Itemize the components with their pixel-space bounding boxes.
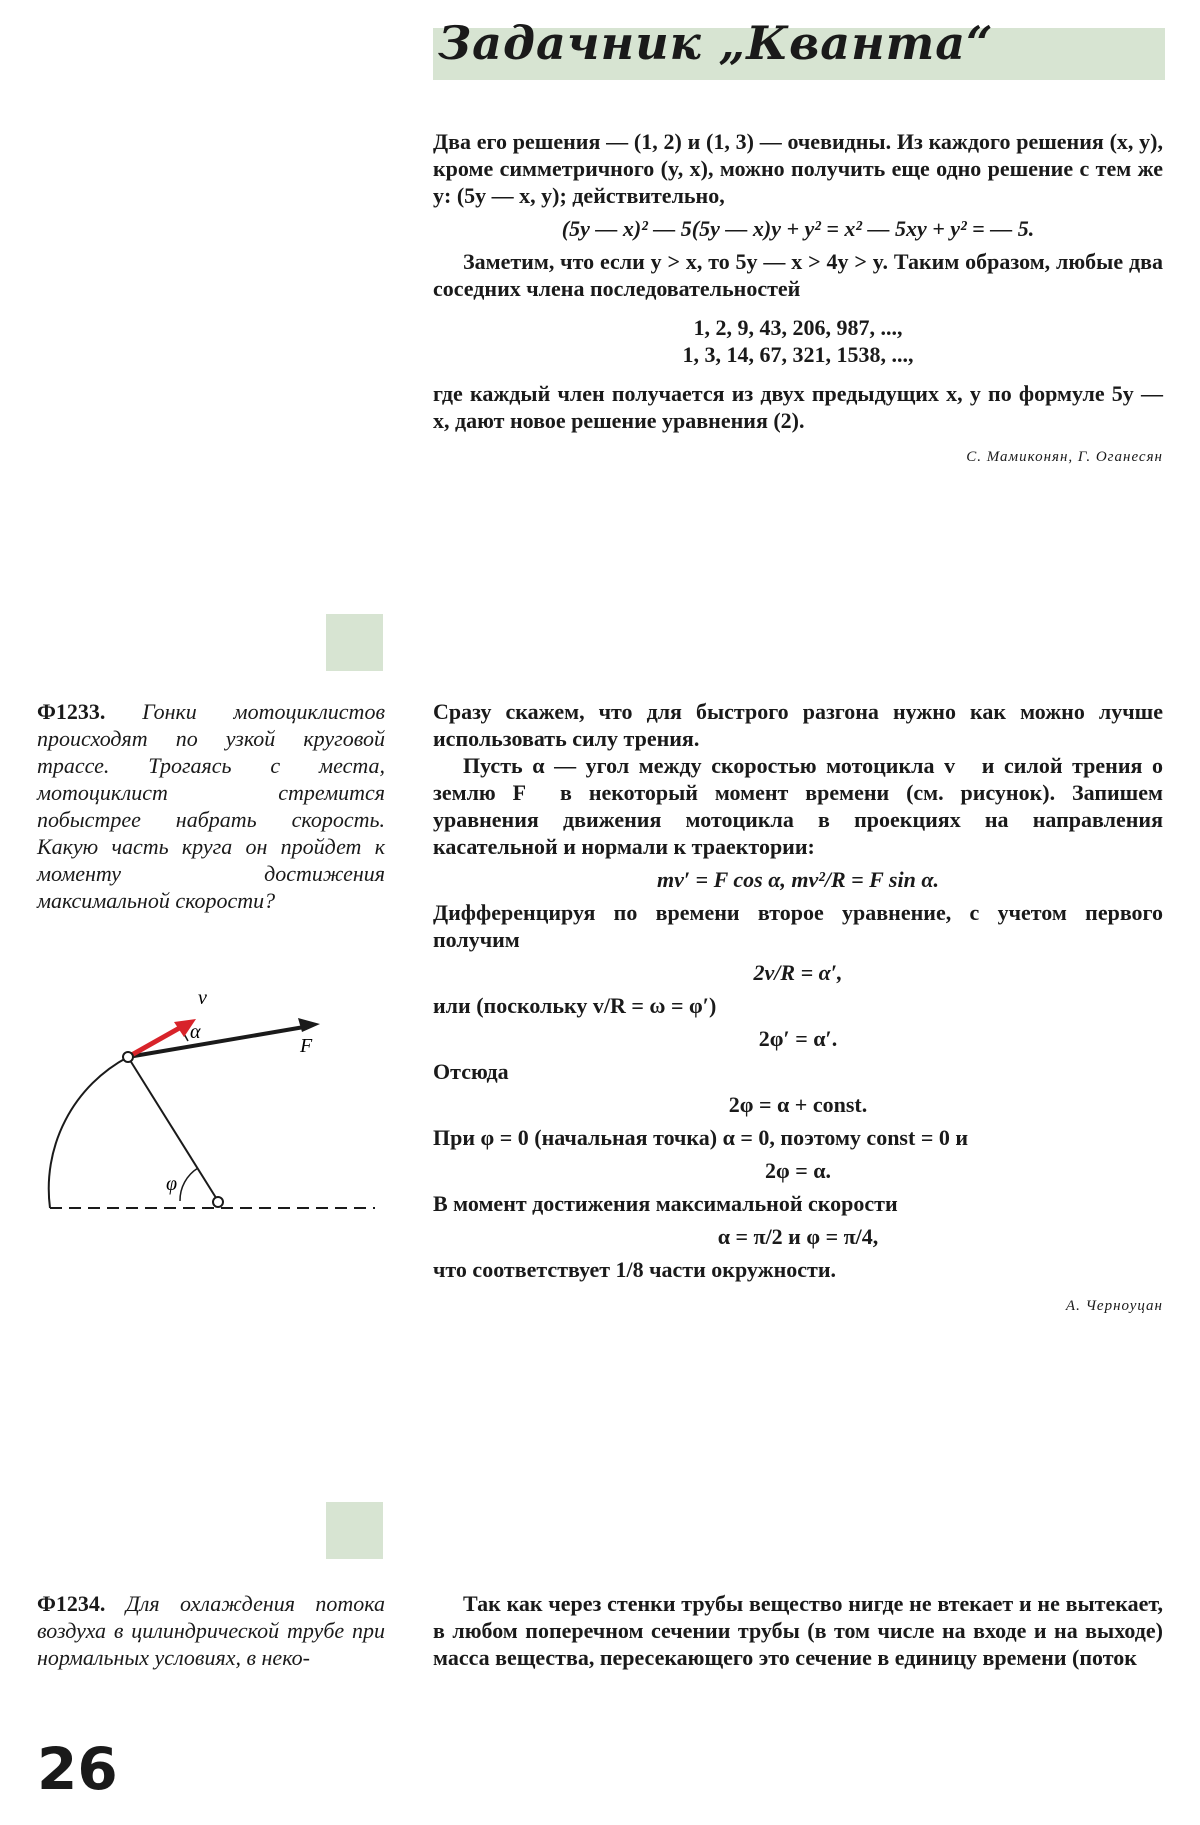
label-F: F: [300, 1035, 313, 1057]
solution-1233-equation-2: 2v/R = α′,: [753, 960, 843, 985]
section1-paragraph-2: Заметим, что если y > x, то 5y — x > 4y > y. Таким образом, любые два соседних члена последовательностей: [433, 249, 1163, 301]
section1-paragraph-3: где каждый член получается из двух предыдущих x, y по формуле 5y — x, дают новое решение уравнения (2).: [433, 381, 1163, 433]
problem-1234-solution: [433, 1590, 1163, 1671]
solution-1233-paragraph-8: что соответствует 1/8 части окружности.: [433, 1257, 836, 1282]
section1-text: [433, 128, 1163, 471]
section1-paragraph-1: Два его решения — (1, 2) и (1, 3) — очевидны. Из каждого решения (x, y), кроме симметричного (y, x), можно получить еще одно решение с тем же y: (5y — x, y); действительно,: [433, 129, 1163, 208]
solution-1233-equation-6: α = π/2 и φ = π/4,: [717, 1224, 879, 1249]
section-divider-square-2: [326, 1502, 383, 1559]
solution-1233-paragraph-3: Дифференцируя по времени второе уравнение, с учетом первого получим: [433, 900, 1163, 952]
label-alpha: α: [190, 1021, 201, 1043]
section1-equation-1: (5y — x)² — 5(5y — x)y + y² = x² — 5xy + y² = — 5.: [561, 216, 1035, 241]
solution-1233-equation-5: 2φ = α.: [764, 1158, 832, 1183]
phi-angle-arc: [180, 1168, 198, 1201]
problem-1233-text: Гонки мотоциклистов происходят по узкой круговой трассе. Трогаясь с места, мотоциклист стремится побыстрее набрать скорость. Какую часть круга он пройдет к моменту достижения максимальной скорости?: [37, 699, 385, 913]
solution-1233-paragraph-1: Сразу скажем, что для быстрого разгона нужно как можно лучше использовать силу трения.: [433, 699, 1163, 751]
solution-1233-paragraph-2: Пусть α — угол между скоростью мотоцикла v⃗ и силой трения о землю F⃗ в некоторый момент времени (см. рисунок). Запишем уравнения движения мотоцикла в проекциях на направления касательной и нормали к траектории:: [433, 753, 1163, 859]
force-arrow-head: [298, 1018, 320, 1032]
header-title: Задачник „Кванта“: [438, 16, 994, 70]
sequence-1: 1, 2, 9, 43, 206, 987, ...,: [693, 315, 903, 340]
problem-1234-number: Ф1234.: [37, 1591, 106, 1616]
solution-1233-paragraph-7: В момент достижения максимальной скорости: [433, 1191, 898, 1216]
circle-center-point: [213, 1197, 223, 1207]
motorcycle-track-figure: [30, 980, 380, 1220]
solution-1233-equation-4: 2φ = α + const.: [728, 1092, 868, 1117]
label-phi: φ: [166, 1173, 178, 1195]
section1-signature: С. Мамиконян, Г. Оганесян: [966, 449, 1163, 465]
problem-1233-number: Ф1233.: [37, 699, 106, 724]
solution-1233-equation-3: 2φ′ = α′.: [758, 1026, 838, 1051]
sequence-2: 1, 3, 14, 67, 321, 1538, ...,: [682, 342, 914, 367]
track-arc: [49, 1057, 128, 1208]
problem-1233-statement: [37, 698, 385, 914]
solution-1233-signature: А. Черноуцан: [1065, 1298, 1163, 1314]
problem-1234-statement: [37, 1590, 385, 1671]
solution-1233-paragraph-6: При φ = 0 (начальная точка) α = 0, поэтому const = 0 и: [433, 1125, 969, 1150]
problem-1233-solution: [433, 698, 1163, 1320]
page-number: 26: [37, 1735, 118, 1803]
section-divider-square-1: [326, 614, 383, 671]
problem-1234-text: Для охлаждения потока воздуха в цилиндрической трубе при нормальных условиях, в неко-: [37, 1591, 386, 1670]
solution-1233-paragraph-5: Отсюда: [433, 1059, 509, 1084]
solution-1233-paragraph-4: или (поскольку v/R = ω = φ′): [433, 993, 717, 1018]
motorcyclist-point: [123, 1052, 133, 1062]
label-v: v: [198, 987, 207, 1009]
solution-1233-equation-1: mv′ = F cos α, mv²/R = F sin α.: [656, 867, 940, 892]
solution-1234-paragraph-1: Так как через стенки трубы вещество нигде не втекает и не вытекает, в любом поперечном сечении трубы (в том числе на входе и на выходе) масса вещества, пересекающего это сечение в единицу времени (поток: [433, 1591, 1163, 1670]
